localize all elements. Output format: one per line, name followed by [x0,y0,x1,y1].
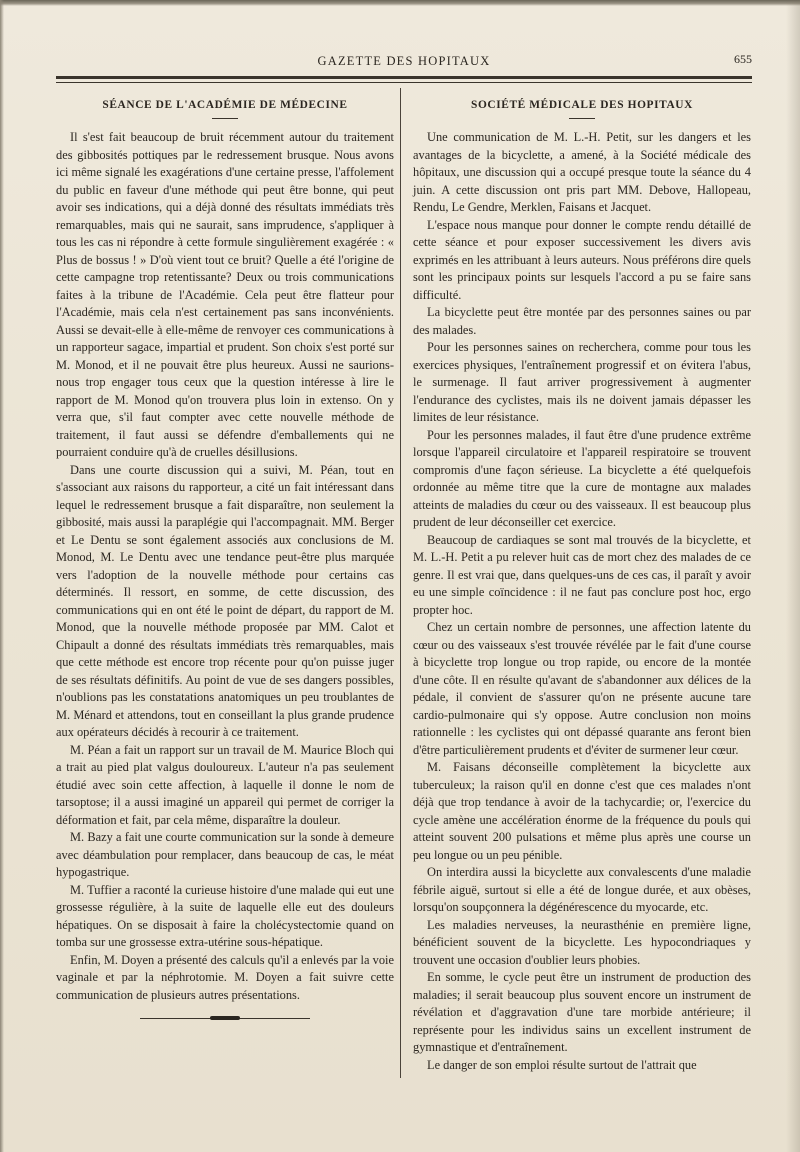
page-number: 655 [734,52,752,66]
paragraph: Pour les personnes saines on recherchera, comme pour tous les exercices physiques, l'entraînement progressif et on évitera l'abus, le surmenage. Il faut arriver progressivement à augmenter l'endurance des cyclistes, mais ils ne doivent jamais dépasser les limites de leur résistance. [413,340,751,424]
paragraph: Enfin, M. Doyen a présenté des calculs qu'il a enlevés par la voie vaginale et par la néphrotomie. M. Doyen a fait suivre cette communication de plusieurs autres présentations. [56,952,394,1002]
paragraph: M. Bazy a fait une courte communication sur la sonde à demeure avec déambulation pour remplacer, dans beaucoup de cas, le méat hypogastrique. [56,830,394,879]
paragraph: L'espace nous manque pour donner le compte rendu détaillé de cette séance et pour exposer successivement les divers avis exprimés en les attribuant à leurs auteurs. Nous préférons dire quels sont les principaux points sur lesquels l'accord a pu se faire sans difficulté. [413,217,751,302]
paragraph: Chez un certain nombre de personnes, une affection latente du cœur ou des vaisseaux s'est trouvée révélée par le fait d'une course à bicyclette trop longue ou trop rapide, ou encore de la montée d'une côte. Il en résulte qu'avant de s'abandonner aux délices de la pédale, il convient de s'assurer qu'on ne présente aucune tare cardio-pulmonaire qui s'y oppose. Autre conclusion non moins rationnelle : les cyclistes qui ont dépassé quarante ans feront bien d'être particulièrement prudents et d'éviter de surmener leur cœur. [413,620,751,757]
header-rule-thick [56,76,752,79]
right-column [413,98,751,1074]
page-top-edge [0,0,800,6]
left-column [56,98,394,1022]
paragraph: On interdira aussi la bicyclette aux convalescents d'une maladie fébrile aiguë, surtout si elle a été de longue durée, et aux obèses, lorsqu'on soupçonnera la dégénérescence du myocarde, etc. [413,865,751,914]
paragraph: La bicyclette peut être montée par des personnes saines ou par des malades. [413,305,751,337]
paragraph: M. Péan a fait un rapport sur un travail de M. Maurice Bloch qui a trait au pied plat valgus douloureux. L'auteur n'a pas seulement étudié avec soin cette affection, à laquelle il donne le nom de tarsoptose; il a aussi imaginé un appareil qui permet de corriger la déformation et fait, par cela même, disparaître la douleur. [56,742,394,827]
running-header [56,52,752,74]
paragraph: Les maladies nerveuses, la neurasthénie en première ligne, bénéficient souvent de la bicyclette. Les hypocondriaques y trouvent une occasion d'oublier leurs phobies. [413,917,751,967]
column-divider [400,88,401,1078]
paragraph: Dans une courte discussion qui a suivi, M. Péan, tout en s'associant aux raisons du rapporteur, a cité un fait intéressant dans lequel le redressement brusque a fait disparaître, non seulement la gibbosité, mais aussi la paraplégie qui l'accompagnait. MM. Berger et Le Dentu se sont également associés aux conclusions de M. Monod, M. Le Dentu avec une tendance peut-être plus marquée vers l'adoption de la nouvelle méthode pour certains cas déterminés. Il ressort, en somme, de cette discussion, des communications qui en ont été le point de départ, du rapport de M. Monod, que la nouvelle méthode proposée par MM. Calot et Chipault a donné des résultats immédiats très remarquables, mais que cette méthode est encore trop récente pour qu'on puisse juger de ses résultats définitifs. Au point de vue de ses dangers possibles, n'oublions pas les constatations anatomiques un peu troublantes de M. Ménard et attendons, tout en conseillant la plus grande prudence aux opérateurs décidés à recourir à ce traitement. [56,462,394,739]
paragraph: Beaucoup de cardiaques se sont mal trouvés de la bicyclette, et M. L.-H. Petit a pu relever huit cas de mort chez des malades de ce genre. Il est vrai que, dans quelques-uns de ces cas, il paraît y avoir eu une simple coïncidence : il ne faut pas conclure post hoc, ergo propter hoc. [413,532,751,617]
title-rule [212,118,238,119]
paragraph: Le danger de son emploi résulte surtout de l'attrait que [427,1057,697,1072]
title-rule [569,118,595,119]
paragraph: Une communication de M. L.-H. Petit, sur les dangers et les avantages de la bicyclette, a amené, à la Société médicale des hôpitaux, une discussion qui a occupé presque toute la séance du 4 juin. A cette discussion ont pris part MM. Debove, Hallopeau, Rendu, Le Gendre, Merklen, Faisans et Jacquet. [413,130,751,214]
paragraph: Il s'est fait beaucoup de bruit récemment autour du traitement des gibbosités pottiques par le redressement brusque. Nous avons ici même signalé les exagérations d'une certaine presse, l'affolement du public en faveur d'une méthode qui peut être bonne, qui peut avoir ses indications, qui a déjà donné des résultats immédiats très remarquables, mais qui ne saurait, sans imprudence, s'appliquer à tous les cas ni répondre à cette formule singulièrement exagérée : « Plus de bossus ! » D'où vient tout ce bruit? Quelle a été l'origine de cette campagne trop retentissante? Deux ou trois communications faites à la tribune de l'Académie. Cela peut être flatteur pour l'Académie, mais cela n'est certainement pas sans inconvénients. Aussi se devait-elle à elle-même de renvoyer ces communications à un rapporteur sagace, impartial et prudent. Son choix s'est porté sur M. Monod, et il ne pouvait être plus heureux. Aussi ne saurions-nous trop engager tous ceux que la question intéresse à lire le rapport de M. Monod qu'on trouvera plus loin in extenso. On y verra que, s'il faut compter avec cette nouvelle méthode de traitement, il faut aussi se défendre d'emballements qui ne pourraient conduire qu'à de cruelles désillusions. [56,130,394,459]
header-rule-thin [56,82,752,83]
page-right-shadow [786,0,800,1152]
paragraph: M. Tuffier a raconté la curieuse histoire d'une malade qui eut une grossesse régulière, à la suite de laquelle elle eut des douleurs hépatiques. On se disposait à faire la cholécystectomie quand on tomba sur une grossesse extra-utérine sous-hépatique. [56,882,394,949]
ornament-center [210,1016,240,1020]
paragraph: En somme, le cycle peut être un instrument de production des maladies; il serait beaucoup plus souvent encore un instrument de révélation et d'aggravation d'une tare morbide antérieure; il représente pour les individus sains un excellent instrument de gymnastique et d'entraînement. [413,970,751,1054]
section-title-societe: SOCIÉTÉ MÉDICALE DES HOPITAUX [471,99,693,111]
paragraph: Pour les personnes malades, il faut être d'une prudence extrême lorsque l'appareil circulatoire et l'appareil respiratoire se trouvent compromis d'une façon sérieuse. La bicyclette a été quelquefois ordonnée au même titre que la cure de montagne aux malades atteints de maladies du cœur ou des vaisseaux. Il est beaucoup plus prudent de leur déconseiller cet exercice. [413,427,751,529]
section-title-academie: SÉANCE DE L'ACADÉMIE DE MÉDECINE [102,99,348,111]
end-ornament [140,1014,310,1022]
paragraph: M. Faisans déconseille complètement la bicyclette aux tuberculeux; la raison qu'il en donne c'est que ces malades n'ont déjà que trop tendance à avoir de la tachycardie; or, l'exercice du cycle amène une accélération énorme de la fréquence du pouls qui atteint souvent 200 pulsations et même plus après une course un peu longue ou un peu pénible. [413,760,751,862]
page-left-edge [0,0,4,1152]
journal-title: GAZETTE DES HOPITAUX [317,54,491,68]
